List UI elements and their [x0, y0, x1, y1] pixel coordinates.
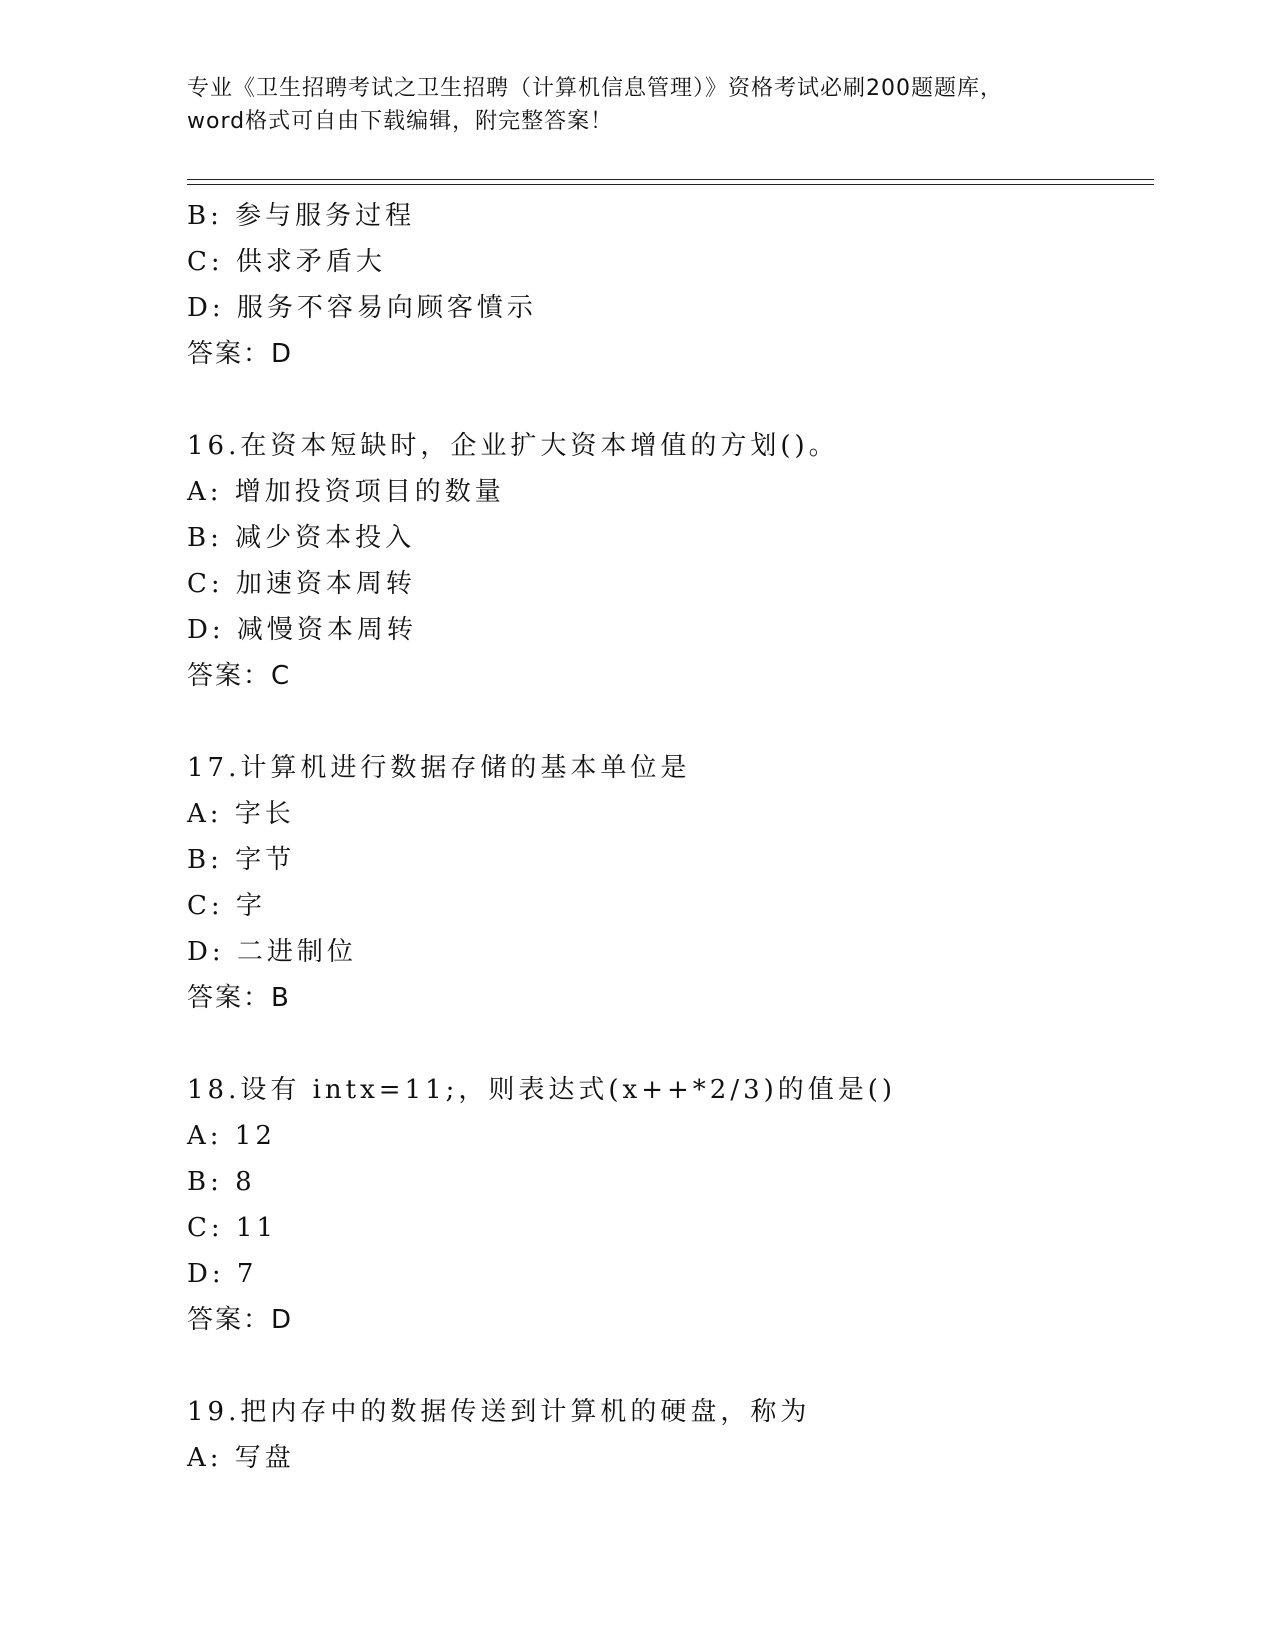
option-d: D: 服务不容易向顾客憤示 [187, 293, 537, 323]
header-title-line-2: word格式可自由下载编辑，附完整答案！ [187, 109, 614, 134]
question-stem: 17.计算机进行数据存储的基本单位是 [187, 753, 691, 783]
option-d: D: 二进制位 [187, 937, 357, 967]
option-b: B: 参与服务过程 [187, 201, 416, 231]
option-a: A: 写盘 [187, 1443, 295, 1473]
option-d: D: 7 [187, 1259, 258, 1289]
question-spacer [187, 1021, 1147, 1067]
option-a: A: 12 [187, 1121, 276, 1151]
option-c: C: 字 [187, 891, 266, 921]
header-title-line-1: 专业《卫生招聘考试之卫生招聘（计算机信息管理）》资格考试必刷200题题库， [187, 76, 1003, 101]
question-stem: 18.设有 intx=11;，则表达式(x++*2/3)的值是() [187, 1075, 897, 1105]
question-spacer [187, 699, 1147, 745]
question-18 [187, 1067, 1147, 1343]
answer-line: 答案：D [187, 1305, 294, 1335]
answer-line: 答案：D [187, 339, 294, 369]
question-19 [187, 1389, 1147, 1481]
option-b: B: 8 [187, 1167, 256, 1197]
option-a: A: 增加投资项目的数量 [187, 477, 505, 507]
option-d: D: 减慢资本周转 [187, 615, 417, 645]
option-c: C: 11 [187, 1213, 278, 1243]
question-spacer [187, 1343, 1147, 1389]
option-c: C: 供求矛盾大 [187, 247, 386, 277]
question-17 [187, 745, 1147, 1021]
option-c: C: 加速资本周转 [187, 569, 416, 599]
answer-line: 答案：B [187, 983, 291, 1013]
question-15-continued [187, 193, 1147, 377]
answer-line: 答案：C [187, 661, 292, 691]
option-b: B: 减少资本投入 [187, 523, 416, 553]
header-divider-bottom [187, 184, 1154, 185]
question-list [187, 193, 1147, 1481]
question-16 [187, 423, 1147, 699]
document-header [187, 72, 1087, 138]
question-stem: 16.在资本短缺时，企业扩大资本增值的方划()。 [187, 431, 839, 461]
question-spacer [187, 377, 1147, 423]
option-b: B: 字节 [187, 845, 296, 875]
header-divider-top [187, 179, 1154, 180]
question-stem: 19.把内存中的数据传送到计算机的硬盘，称为 [187, 1397, 811, 1427]
option-a: A: 字长 [187, 799, 295, 829]
